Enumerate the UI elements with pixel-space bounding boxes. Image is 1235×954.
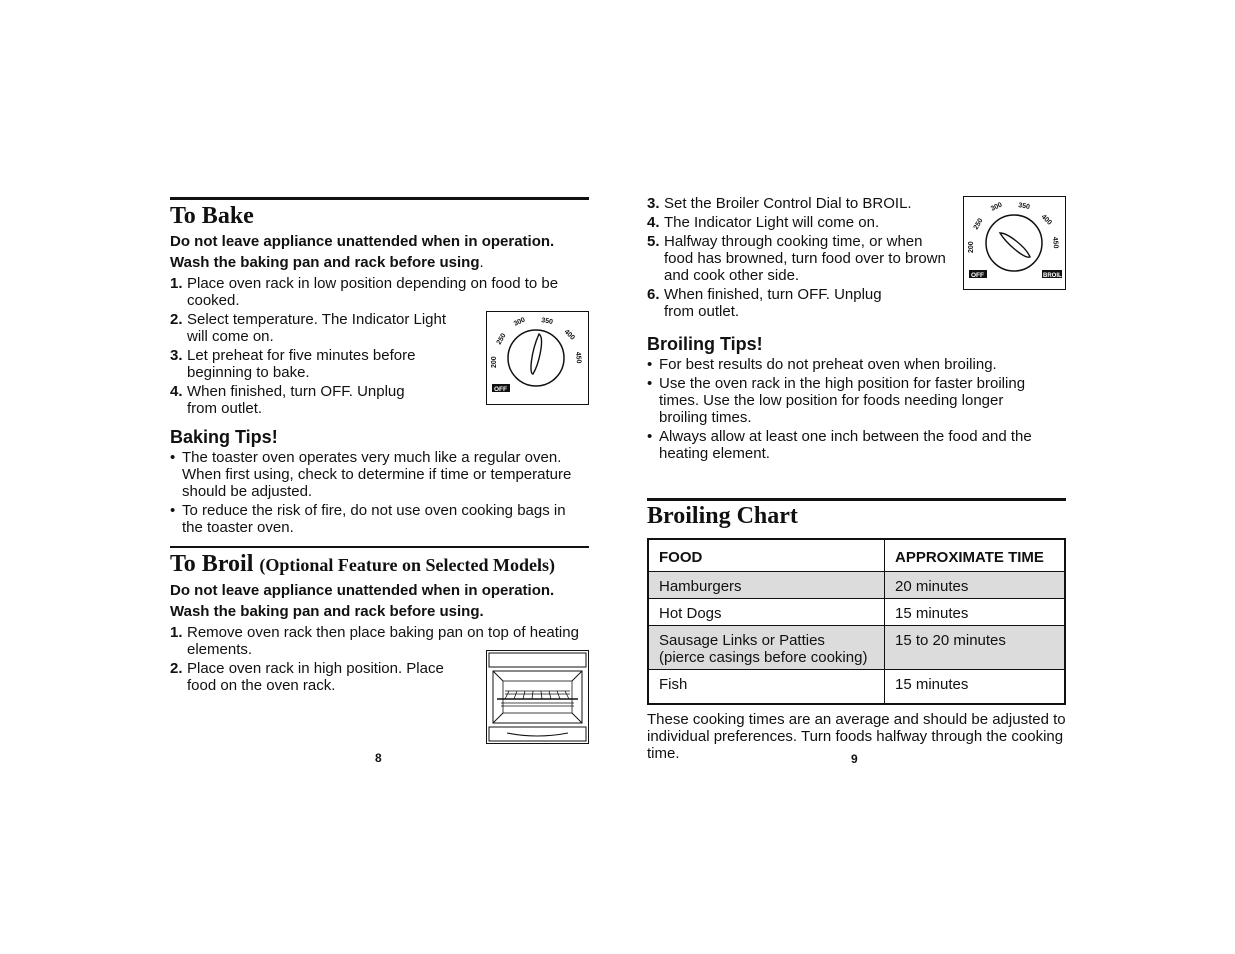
- step-text: When finished, turn OFF. Unplug from outlet.: [664, 286, 882, 320]
- broiling-tip: • Use the oven rack in the high position for faster broiling times. Use the low position for foods needing longer broiling times.: [647, 375, 1042, 426]
- table-row: [648, 670, 1065, 705]
- header-time: APPROXIMATE TIME: [885, 539, 1066, 572]
- food-cell: [648, 626, 885, 670]
- step-text: Let preheat for five minutes before beginning to bake.: [187, 347, 416, 381]
- food-cell: Hamburgers: [648, 572, 885, 599]
- step-number: 5.: [647, 233, 660, 250]
- bake-step: [170, 275, 589, 309]
- bake-dial-figure: [486, 311, 589, 405]
- broil-subtitle: (Optional Feature on Selected Models): [259, 555, 556, 575]
- broiling-tips-list: [647, 356, 1042, 462]
- dial-tick: 250: [972, 217, 985, 231]
- broil-dial-figure: [963, 196, 1066, 290]
- time-cell: 15 to 20 minutes: [885, 626, 1066, 670]
- bake-step: [170, 311, 452, 345]
- broil-dial-icon: [964, 197, 1065, 289]
- broil-step: [647, 195, 954, 212]
- dial-tick: 200: [491, 356, 498, 368]
- dial-off-label: OFF: [494, 386, 507, 393]
- bake-rule: [170, 197, 589, 200]
- broil-warning: Do not leave appliance unattended when in operation.: [170, 582, 555, 599]
- broiling-tip: • For best results do not preheat oven when broiling.: [647, 356, 1042, 373]
- dial-tick: 350: [1017, 202, 1031, 211]
- food-cell: Fish: [648, 670, 885, 705]
- food-note: (pierce casings before cooking): [659, 649, 868, 666]
- broil-step: [647, 286, 909, 320]
- chart-rule: [647, 498, 1066, 501]
- time-cell: 15 minutes: [885, 599, 1066, 626]
- table-row: [648, 572, 1065, 599]
- dial-tick: 450: [574, 351, 582, 364]
- table-row: [648, 626, 1065, 670]
- broil-step: [647, 214, 954, 231]
- dial-tick: 450: [1051, 236, 1059, 249]
- step-text: Place oven rack in high position. Place food on the oven rack.: [187, 660, 444, 694]
- broil-rule: [170, 546, 589, 548]
- broil-title: To Broil: [170, 551, 254, 577]
- dial-tick: 400: [562, 328, 576, 342]
- broil-title-line: [170, 550, 589, 579]
- page-number-right: 9: [851, 752, 858, 766]
- time-cell: 15 minutes: [885, 670, 1066, 705]
- baking-tips-title: Baking Tips!: [170, 427, 278, 447]
- dial-tick: 400: [1039, 213, 1053, 227]
- table-header-row: [648, 539, 1065, 572]
- dial-tick: 350: [540, 317, 554, 326]
- step-number: 2.: [170, 660, 183, 677]
- step-number: 3.: [647, 195, 660, 212]
- dial-tick: 200: [968, 241, 975, 253]
- step-text: When finished, turn OFF. Unplug from outlet.: [187, 383, 405, 417]
- broil-step: [647, 233, 954, 284]
- dial-tick: 300: [989, 201, 1004, 213]
- oven-rack-figure: [486, 650, 589, 744]
- step-text: Halfway through cooking time, or when food has browned, turn food over to brown and cook other side.: [664, 233, 946, 284]
- dial-tick: 300: [512, 316, 527, 328]
- chart-title: Broiling Chart: [647, 503, 798, 529]
- oven-rack-icon: [487, 651, 588, 743]
- broiling-tip: • Always allow at least one inch between the food and the heating element.: [647, 428, 1042, 462]
- time-cell: 20 minutes: [885, 572, 1066, 599]
- broiling-chart-table: [647, 538, 1066, 705]
- bake-step: [170, 383, 407, 417]
- step-number: 4.: [647, 214, 660, 231]
- step-text: Set the Broiler Control Dial to BROIL.: [664, 195, 912, 212]
- step-number: 4.: [170, 383, 183, 400]
- food-name: Sausage Links or Patties: [659, 632, 825, 649]
- broil-step: [170, 660, 472, 694]
- temperature-dial-icon: [487, 312, 588, 404]
- table-row: [648, 599, 1065, 626]
- chart-note: These cooking times are an average and should be adjusted to individual preferences. Turn foods halfway through the cooking time.: [647, 711, 1066, 762]
- left-page: [170, 197, 589, 696]
- dial-off-label: OFF: [971, 272, 984, 279]
- step-text: Remove oven rack then place baking pan on top of heating elements.: [187, 624, 579, 658]
- bake-warning: Do not leave appliance unattended when in operation.: [170, 233, 555, 250]
- step-number: 1.: [170, 275, 183, 292]
- baking-tips-list: [170, 449, 589, 536]
- step-text: Select temperature. The Indicator Light will come on.: [187, 311, 447, 345]
- step-number: 3.: [170, 347, 183, 364]
- bake-title: To Bake: [170, 203, 254, 229]
- step-number: 2.: [170, 311, 183, 328]
- baking-tip: • To reduce the risk of fire, do not use oven cooking bags in the toaster oven.: [170, 502, 589, 536]
- bake-wash-period: .: [479, 254, 484, 271]
- dial-tick: 250: [495, 332, 508, 346]
- header-food: FOOD: [648, 539, 885, 572]
- broil-wash: Wash the baking pan and rack before using.: [170, 603, 484, 620]
- dial-broil-label: BROIL: [1043, 273, 1062, 279]
- step-number: 6.: [647, 286, 660, 303]
- baking-tip: • The toaster oven operates very much like a regular oven. When first using, check to determine if time or temperature should be adjusted.: [170, 449, 589, 500]
- bake-step: [170, 347, 432, 381]
- step-text: Place oven rack in low position depending on food to be cooked.: [187, 275, 559, 309]
- bake-wash-text: Wash the baking pan and rack before using: [170, 254, 480, 271]
- page-number-left: 8: [375, 751, 382, 765]
- step-text: The Indicator Light will come on.: [664, 214, 880, 231]
- food-cell: Hot Dogs: [648, 599, 885, 626]
- step-number: 1.: [170, 624, 183, 641]
- bake-wash-line: [170, 254, 589, 271]
- broiling-tips-title: Broiling Tips!: [647, 334, 763, 354]
